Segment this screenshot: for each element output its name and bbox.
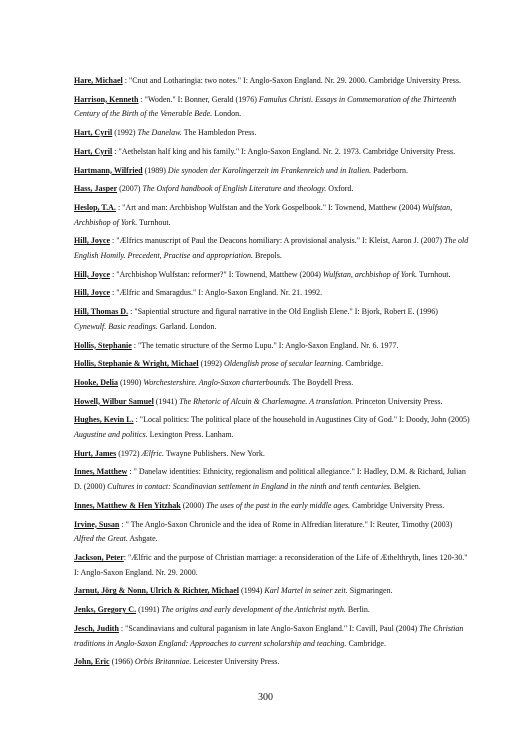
entry-title: The Rhetoric of Alcuin & Charlemagne. A translation. [179, 396, 354, 406]
entry-title: The uses of the past in the early middle ages. [206, 500, 351, 510]
entry-text: (1972) [116, 448, 142, 458]
entry-title: Worchestershire. Anglo-Saxon charterbounds. [143, 377, 291, 387]
entry-text: : "Art and man: Archbishop Wulfstan and the York Gospelbook." I: Townend, Matthew (2004) [115, 202, 423, 212]
entry-text: : " The Anglo-Saxon Chronicle and the idea of Rome in Alfredian literature." I: Reuter, Timothy (2003) [119, 519, 453, 529]
entry-title: Ælfric. [141, 448, 164, 458]
bibliography-entry [74, 603, 470, 618]
entry-text: : "Ælfric and Smaragdus." I: Anglo-Saxon England. Nr. 21. 1992. [110, 288, 323, 298]
entry-text: Berlin. [345, 605, 370, 615]
entry-text: Twayne Publishers. New York. [164, 448, 265, 458]
entry-text: (1992) [112, 128, 138, 138]
entry-text: (1992) [198, 359, 224, 369]
bibliography-entry [74, 447, 470, 462]
entry-author: Innes, Matthew [74, 467, 128, 477]
entry-text: (2000) [180, 500, 207, 510]
bibliography-entry [74, 234, 470, 263]
entry-text: : "Sapiential structure and figural narrative in the Old English Elene." I: Bjork, Robert E. (1996) [128, 307, 438, 317]
entry-text: The Boydell Press. [290, 377, 354, 387]
entry-text: : "Aethelstan half king and his family." I: Anglo-Saxon England. Nr. 2. 1973. Cambridge University Press. [112, 146, 456, 156]
entry-text: : "Archbishop Wulfstan: reformer?" I: Townend, Matthew (2004) [110, 269, 323, 279]
bibliography-entry [74, 268, 470, 283]
entry-author: Jesch, Judith [74, 623, 119, 633]
entry-author: Hollis, Stephanie [74, 340, 132, 350]
entry-author: Innes, Matthew & Hen Yitzhak [74, 500, 181, 510]
entry-author: Jackson, Peter [74, 552, 124, 562]
entry-text: Cambridge. [346, 638, 386, 648]
entry-text: Brepols. [252, 251, 282, 261]
entry-title: Cynewulf. Basic readings. [74, 321, 158, 331]
entry-text: Turnhout. [137, 217, 171, 227]
entry-text: Ashgate. [127, 534, 158, 544]
entry-text: Leicester University Press. [191, 657, 280, 667]
entry-author: Hass, Jasper [74, 184, 118, 194]
bibliography-entry [74, 622, 470, 651]
entry-text: Cambridge University Press. [350, 500, 445, 510]
entry-title: Oldenglish prose of secular learning. [223, 359, 344, 369]
bibliography-entry [74, 395, 470, 410]
bibliography-list [74, 74, 470, 674]
entry-title: The origins and early development of the Antichrist myth. [161, 605, 346, 615]
entry-text: Lexington Press. Lanham. [147, 430, 234, 440]
entry-text: (1991) [136, 605, 162, 615]
entry-text: (2007) [117, 184, 143, 194]
bibliography-entry [74, 126, 470, 141]
entry-text: Belgien. [391, 482, 421, 492]
entry-title: Alfred the Great. [74, 534, 128, 544]
entry-author: Hurt, James [74, 448, 117, 458]
entry-title: The old English Homily. Precedent, Practise and appropriation. [74, 236, 469, 261]
bibliography-entry [74, 551, 470, 580]
entry-title: The Christian traditions in Anglo-Saxon England: Approaches to current scholarship and teaching. [74, 623, 464, 648]
entry-author: Hill, Thomas D. [74, 307, 129, 317]
page-number: 300 [258, 692, 273, 703]
bibliography-entry [74, 465, 470, 494]
entry-text: Turnhout. [417, 269, 451, 279]
bibliography-entry [74, 74, 470, 89]
entry-author: Hill, Joyce [74, 236, 110, 246]
bibliography-entry [74, 305, 470, 334]
entry-text: (1941) [153, 396, 180, 406]
entry-text: (1966) [109, 657, 135, 667]
bibliography-entry [74, 339, 470, 354]
bibliography-entry [74, 655, 470, 670]
entry-author: Hollis, Stephanie & Wright, Michael [74, 359, 199, 369]
entry-title: The Danelaw. [137, 128, 182, 138]
entry-text: Cambridge. [343, 359, 383, 369]
entry-author: Jarnut, Jörg & Nonn, Ulrich & Richter, Michael [74, 586, 240, 596]
entry-text: (1989) [142, 165, 168, 175]
entry-text: Sigmaringen. [347, 586, 393, 596]
bibliography-entry [74, 145, 470, 160]
entry-text: : "Scandinavians and cultural paganism in late Anglo-Saxon England." I: Cavill, Paul (2004) [118, 623, 420, 633]
bibliography-entry [74, 584, 470, 599]
entry-title: Famulus Christi. Essays in Commemoration of the Thirteenth Century of the Birth of the Venerable Bede. [74, 94, 457, 119]
entry-title: Wulfstan, archbishop of York. [322, 269, 418, 279]
bibliography-entry [74, 357, 470, 372]
entry-text: : "Ælfrics manuscript of Paul the Deacons homiliary: A provisional analysis." I: Kleist, Aaron J. (2007) [110, 236, 445, 246]
entry-text: Garland. London. [157, 321, 217, 331]
bibliography-entry [74, 518, 470, 547]
entry-author: John, Eric [74, 657, 110, 667]
entry-title: Karl Martel in seiner zeit. [264, 586, 348, 596]
entry-text: : "Cnut and Lotharingia: two notes." I: Anglo-Saxon England. Nr. 29. 2000. Cambridge University Press. [122, 76, 462, 85]
entry-author: Hart, Cyril [74, 146, 113, 156]
entry-title: Cultures in contact: Scandinavian settlement in England in the ninth and tenth centuries. [107, 482, 392, 492]
entry-text: : " Danelaw identities: Ethnicity, regionalism and political allegiance." I: Hadley, D.M. & Richard, Julian D. (2000) [74, 467, 466, 492]
entry-text: Oxford. [326, 184, 354, 194]
entry-author: Howell, Wilbur Samuel [74, 396, 154, 406]
bibliography-entry [74, 201, 470, 230]
entry-author: Harrison, Kenneth [74, 94, 139, 104]
entry-author: Jenks, Gregory C. [74, 605, 137, 615]
entry-author: Irvine, Susan [74, 519, 120, 529]
entry-title: Wulfstan, Archbishop of York. [74, 202, 453, 227]
entry-author: Hare, Michael [74, 76, 123, 85]
entry-author: Hill, Joyce [74, 288, 110, 298]
entry-author: Hart, Cyril [74, 128, 113, 138]
entry-text: : "Ælfric and the purpose of Christian marriage: a reconsideration of the Life of Æthelthryth, lines 120-30." I: Anglo-Saxon England. Nr. 29. 2000. [74, 552, 468, 577]
entry-author: Hartmann, Wilfried [74, 165, 143, 175]
entry-title: The Oxford handbook of English Literature and theology. [142, 184, 327, 194]
entry-text: Princeton University Press. [353, 396, 443, 406]
entry-title: Die synoden der Karolingerzeit im Frankenreich und in Italien. [167, 165, 372, 175]
entry-text: (1990) [118, 377, 144, 387]
entry-text: The Hambledon Press. [181, 128, 257, 138]
bibliography-entry [74, 93, 470, 122]
entry-text: : "Local politics: The political place of the household in Augustines City of God." I: Doody, John (2005) [133, 415, 470, 425]
entry-text: London. [212, 109, 242, 119]
entry-author: Heslop, T.A. [74, 202, 116, 212]
entry-text: (1994) [239, 586, 265, 596]
entry-title: Orbis Britanniae. [134, 657, 192, 667]
entry-author: Hill, Joyce [74, 269, 110, 279]
bibliography-entry [74, 286, 470, 301]
entry-title: Augustine and politics. [74, 430, 148, 440]
bibliography-entry [74, 413, 470, 442]
entry-text: Paderborn. [371, 165, 408, 175]
entry-text: : "Woden." I: Bonner, Gerald (1976) [138, 94, 259, 104]
bibliography-entry [74, 499, 470, 514]
entry-author: Hooke, Delia [74, 377, 118, 387]
entry-text: : "The tematic structure of the Sermo Lupu." I: Anglo-Saxon England. Nr. 6. 1977. [131, 340, 399, 350]
bibliography-entry [74, 376, 470, 391]
bibliography-entry [74, 164, 470, 179]
bibliography-entry [74, 182, 470, 197]
entry-author: Hughes, Kevin L. [74, 415, 134, 425]
